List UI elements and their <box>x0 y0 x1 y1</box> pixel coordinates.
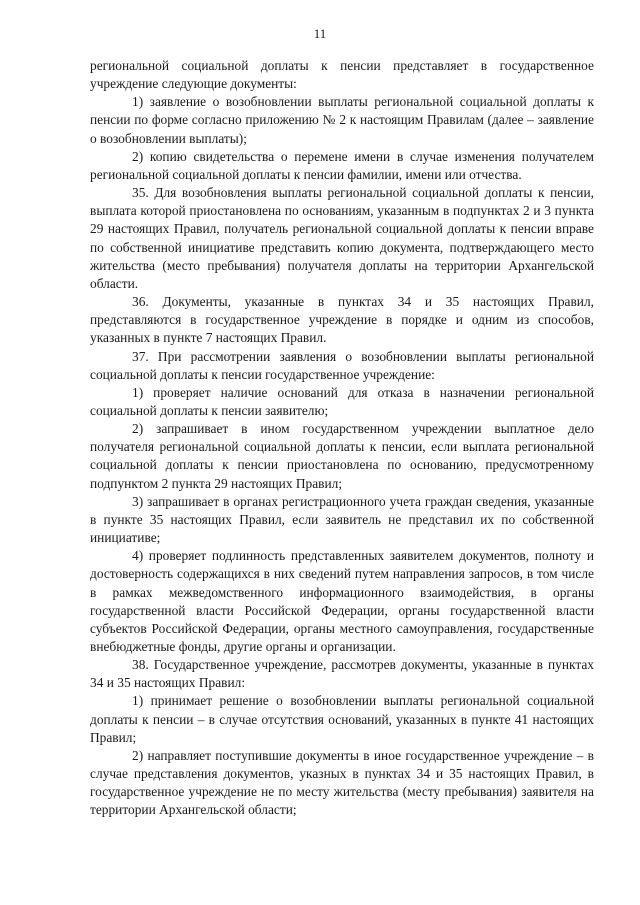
paragraph-clause-35: 35. Для возобновления выплаты региональной социальной доплаты к пенсии, выплата которой приостановлена по основаниям, указанным в подпунктах 2 и 3 пункта 29 настоящих Правил, получатель региональной социальной доплаты к пенсии вправе по собственной инициативе представить копию документа, подтверждающего место жительства (место пребывания) получателя доплаты на территории Архангельской области. <box>90 185 594 291</box>
page-number: 11 <box>313 26 327 41</box>
paragraph-clause-37: 37. При рассмотрении заявления о возобновлении выплаты региональной социальной доплаты к пенсии государственное учреждение: <box>90 348 594 382</box>
paragraph-clause-38: 38. Государственное учреждение, рассмотрев документы, указанные в пунктах 34 и 35 настоящих Правил: <box>90 657 594 691</box>
paragraph-38-item-1: 1) принимает решение о возобновлении выплаты региональной социальной доплаты к пенсии – в случае отсутствия оснований, указанных в пункте 41 настоящих Правил; <box>90 693 594 745</box>
paragraph-37-item-1: 1) проверяет наличие оснований для отказа в назначении региональной социальной доплаты к пенсии заявителю; <box>90 384 594 418</box>
document-body <box>90 57 594 820</box>
paragraph-37-item-3: 3) запрашивает в органах регистрационного учета граждан сведения, указанные в пункте 35 настоящих Правил, если заявитель не представил их по собственной инициативе; <box>90 493 594 546</box>
paragraph-item-2: 2) копию свидетельства о перемене имени в случае изменения получателем региональной социальной доплаты к пенсии фамилии, имени или отчества. <box>90 148 594 182</box>
paragraph-37-item-2: 2) запрашивает в ином государственном учреждении выплатное дело получателя региональной социальной доплаты к пенсии, если выплата региональной социальной доплаты к пенсии приостановлена по основанию, предусмотренному подпунктом 2 пункта 29 настоящих Правил; <box>90 421 594 491</box>
paragraph-37-item-4: 4) проверяет подлинность представленных заявителем документов, полноту и достоверность содержащихся в них сведений путем направления запросов, в том числе в рамках межведомственного информационного взаимодействия, в органы государственной власти Российской Федерации, органы государственной власти субъектов Российской Федерации, органы местного самоуправления, государственные внебюджетные фонды, другие органы и организации. <box>90 548 594 654</box>
paragraph-item-1: 1) заявление о возобновлении выплаты региональной социальной доплаты к пенсии по форме согласно приложению № 2 к настоящим Правилам (далее – заявление о возобновлении выплаты); <box>90 94 594 146</box>
paragraph-continuation: региональной социальной доплаты к пенсии представляет в государственное учреждение следующие документы: <box>90 58 594 92</box>
paragraph-clause-36: 36. Документы, указанные в пунктах 34 и 35 настоящих Правил, представляются в государственное учреждение в порядке и одним из способов, указанных в пункте 7 настоящих Правил. <box>90 294 594 346</box>
paragraph-38-item-2: 2) направляет поступившие документы в иное государственное учреждение – в случае представления документов, указных в пунктах 34 и 35 настоящих Правил, в государственное учреждение не по месту жительства (месту пребывания) заявителя на территории Архангельской области; <box>90 747 594 818</box>
